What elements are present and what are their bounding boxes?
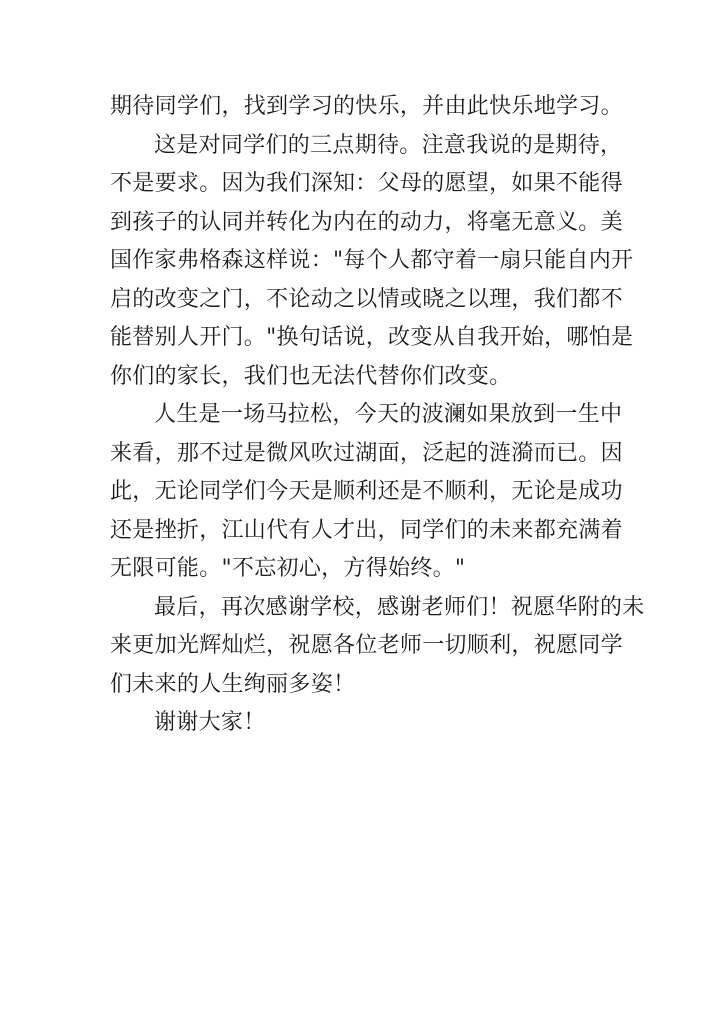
text-line: 们未来的人生绚丽多姿！ (110, 671, 356, 697)
text-line: 人生是一场马拉松，今天的波澜如果放到一生中 (154, 402, 623, 427)
text-line: 无限可能。"不忘初心，方得始终。" (110, 556, 466, 581)
text-line: 还是挫折，江山代有人才出，同学们的未来都充满着 (110, 517, 623, 543)
text-line: 到孩子的认同并转化为内在的动力，将毫无意义。美 (110, 209, 623, 235)
text-line: 能替别人开门。"换句话说，改变从自我开始，哪怕是 (110, 325, 634, 350)
text-line: 来看，那不过是微风吹过湖面，泛起的涟漪而已。因 (110, 440, 623, 466)
text-line: 这是对同学们的三点期待。注意我说的是期待， (154, 132, 623, 158)
text-line: 谢谢大家！ (154, 710, 266, 735)
text-line: 来更加光辉灿烂，祝愿各位老师一切顺利，祝愿同学 (110, 633, 623, 658)
text-line: 最后，再次感谢学校，感谢老师们！祝愿华附的未 (154, 594, 645, 620)
text-line: 期待同学们，找到学习的快乐，并由此快乐地学习。 (110, 94, 623, 119)
text-line: 此，无论同学们今天是顺利还是不顺利，无论是成功 (110, 479, 623, 504)
text-line: 国作家弗格森这样说："每个人都守着一扇只能自内开 (110, 248, 634, 273)
text-line: 启的改变之门，不论动之以情或晓之以理，我们都不 (110, 286, 623, 312)
text-line: 你们的家长，我们也无法代替你们改变。 (110, 363, 512, 389)
text-line: 不是要求。因为我们深知：父母的愿望，如果不能得 (110, 171, 623, 196)
document-body (110, 88, 645, 743)
